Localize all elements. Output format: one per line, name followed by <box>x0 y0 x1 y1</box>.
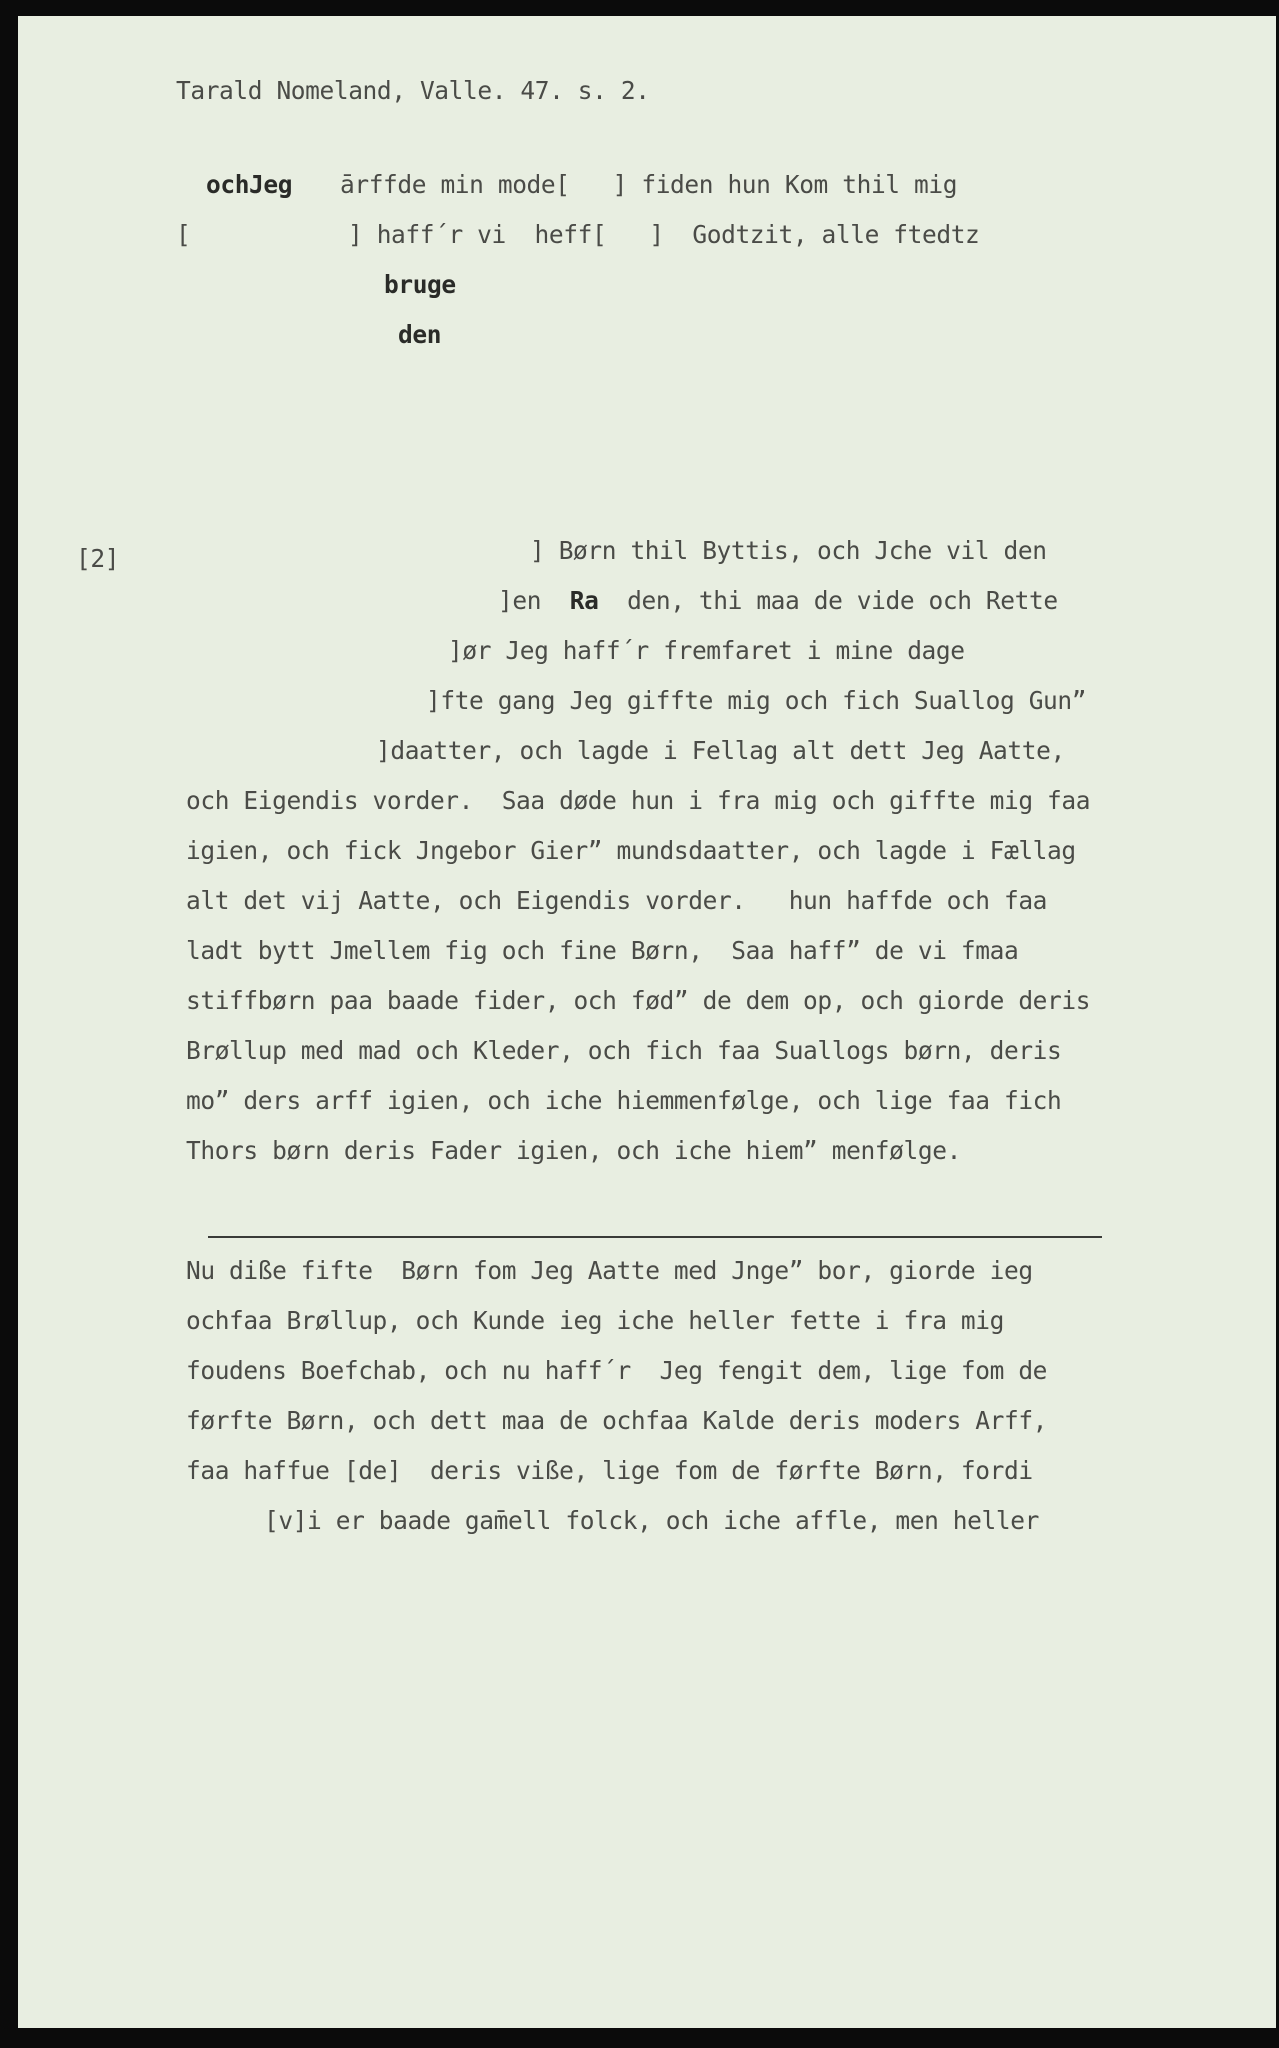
fragment-och-jeg: ochJeg <box>206 170 293 199</box>
paragraph-2-line: Nu diße fifte Børn fom Jeg Aatte med Jnge” bor, giorde ieg <box>186 1256 1033 1285</box>
fragment-line-2: ] haff´r vi heff[ ] Godtzit, alle ftedtz <box>348 220 980 249</box>
paragraph-1-line: Brøllup med mad och Kleder, och fich faa Suallogs børn, deris <box>186 1036 1062 1065</box>
paragraph-2-line: førfte Børn, och dett maa de ochfaa Kalde deris moders Arff, <box>186 1406 1048 1435</box>
paragraph-1-line: och Eigendis vorder. Saa døde hun i fra mig och giffte mig faa <box>186 786 1091 815</box>
document-page <box>18 16 1276 2028</box>
paragraph-1-line: ]en Ra den, thi maa de vide och Rette <box>498 586 1058 615</box>
paragraph-1-line: ]daatter, och lagde i Fellag alt dett Jeg Aatte, <box>376 736 1065 765</box>
document-header: Tarald Nomeland, Valle. 47. s. 2. <box>176 76 650 105</box>
paragraph-1-line: ladt bytt Jmellem fig och fine Børn, Saa haff” de vi fmaa <box>186 936 1019 965</box>
paragraph-2-line: ochfaa Brøllup, och Kunde ieg iche heller fette i fra mig <box>186 1306 1004 1335</box>
paragraph-2-line: [v]i er baade gam̄ell folck, och iche affle, men heller <box>264 1506 1039 1535</box>
fragment-line-1: ārffde min mode[ ] fiden hun Kom thil mig <box>340 170 958 199</box>
paragraph-2-line: faa haffue [de] deris viße, lige fom de førfte Børn, fordi <box>186 1456 1033 1485</box>
fragment-open-bracket: [ <box>176 220 191 249</box>
paragraph-1-line: alt det vij Aatte, och Eigendis vorder. hun haffde och faa <box>186 886 1048 915</box>
paragraph-1-line: ] Børn thil Byttis, och Jche vil den <box>530 536 1047 565</box>
paragraph-1-line: ]ør Jeg haff´r fremfaret i mine dage <box>448 636 965 665</box>
horizontal-rule <box>208 1236 1102 1238</box>
paragraph-2-line: foudens Boefchab, och nu haff´r Jeg fengit dem, lige fom de <box>186 1356 1048 1385</box>
paragraph-1-line: ]fte gang Jeg giffte mig och fich Suallog Gun” <box>426 686 1087 715</box>
bold-word-ra: Ra <box>569 586 599 615</box>
fragment-den: den <box>398 320 442 349</box>
paragraph-1-line: Thors børn deris Fader igien, och iche hiem” menfølge. <box>186 1136 961 1165</box>
paragraph-1-line: stiffbørn paa baade fider, och fød” de dem op, och giorde deris <box>186 986 1091 1015</box>
fragment-bruge: bruge <box>384 270 456 299</box>
paragraph-1-line: igien, och fick Jngebor Gier” mundsdaatter, och lagde i Fællag <box>186 836 1076 865</box>
paragraph-1-line: mo” ders arff igien, och iche hiemmenfølge, och lige faa fich <box>186 1086 1062 1115</box>
page-marker: [2] <box>76 544 120 573</box>
